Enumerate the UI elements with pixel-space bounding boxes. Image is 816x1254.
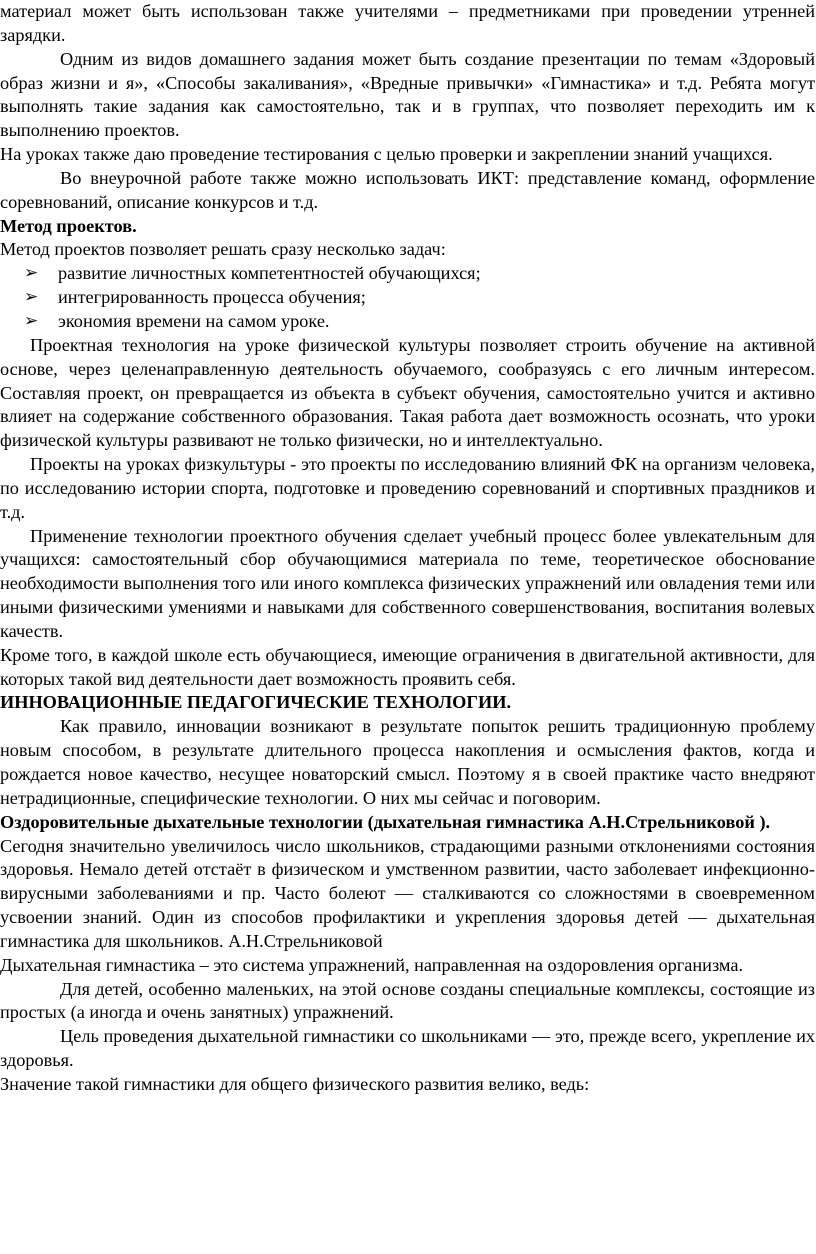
heading-innovative-technologies: ИННОВАЦИОННЫЕ ПЕДАГОГИЧЕСКИЕ ТЕХНОЛОГИИ.: [0, 692, 512, 713]
list-item-text: интегрированность процесса обучения;: [58, 287, 366, 308]
paragraph-gymnastics-goal: Цель проведения дыхательной гимнастики со школьниками — это, прежде всего, укрепление их здоровья.: [0, 1026, 815, 1071]
paragraph-children-complexes: Для детей, особенно маленьких, на этой основе созданы специальные комплексы, состоящие из простых (а иногда и очень занятных) упражнений.: [0, 978, 815, 1023]
arrow-bullet-icon: ➢: [24, 287, 39, 308]
list-item-text: развитие личностных компетентностей обучающихся;: [58, 263, 481, 284]
paragraph-limited-activity: Кроме того, в каждой школе есть обучающиеся, имеющие ограничения в двигательной активности, для которых такой вид деятельности дает возможность проявить себя.: [0, 644, 815, 689]
paragraph-student-health: Сегодня значительно увеличилось число школьников, страдающими разными отклонениями состояния здоровья. Немало детей отстаёт в физическом и умственном развитии, часто заболевает инфекционно-вирусными заболеваниями и пр. Часто болеют — сталкиваются со сложностями в своевременном усвоении знаний. Один из способов профилактики и укрепления здоровья детей — дыхательная гимнастика для школьников. А.Н.Стрельниковой: [0, 835, 815, 951]
paragraph-project-technology: Проектная технология на уроке физической культуры позволяет строить обучение на активной основе, через целенаправленную деятельность обучаемого, сообразуясь с его личным интересом. Составляя проект, он превращается из объекта в субъект обучения, самостоятельно учится и активно влияет на содержание собственного образования. Такая работа дает возможность осознать, что уроки физической культуры развивают не только физически, но и интеллектуально.: [0, 334, 815, 451]
list-item: [0, 262, 815, 286]
arrow-bullet-icon: ➢: [24, 310, 39, 331]
heading-breathing-technologies: Оздоровительные дыхательные технологии (дыхательная гимнастика А.Н.Стрельниковой ).: [0, 811, 771, 832]
heading-project-method: Метод проектов.: [0, 215, 137, 236]
task-list: [0, 262, 815, 334]
list-item: [0, 310, 815, 334]
paragraph-innovations: Как правило, инновации возникают в результате попыток решить традиционную проблему новым способом, в результате длительного процесса накопления и осмысления фактов, когда и рождается новое качество, несущее новаторский смысл. Поэтому я в своей практике часто внедряют нетрадиционные, специфические технологии. О них мы сейчас и поговорим.: [0, 716, 815, 808]
paragraph-breathing-definition: Дыхательная гимнастика – это система упражнений, направленная на оздоровления организма.: [0, 954, 744, 975]
list-item-text: экономия времени на самом уроке.: [58, 310, 330, 331]
paragraph-gymnastics-significance: Значение такой гимнастики для общего физического развития велико, ведь:: [0, 1073, 590, 1094]
arrow-bullet-icon: ➢: [24, 263, 39, 284]
paragraph-project-learning: Применение технологии проектного обучения сделает учебный процесс более увлекательным для учащихся: самостоятельный сбор обучающимися материала по теме, теоретическое обоснование необходимости выполнения того или иного комплекса физических упражнений или овладения теми или иными физическими умениями и навыками для собственного совершенствования, воспитания волевых качеств.: [0, 525, 815, 641]
paragraph-homework-presentation: Одним из видов домашнего задания может быть создание презентации по темам «Здоровый образ жизни и я», «Способы закаливания», «Вредные привычки» «Гимнастика» и т.д. Ребята могут выполнять такие задания как самостоятельно, так и в группах, что позволяет переходить им к выполнению проектов.: [0, 48, 815, 141]
paragraph-project-method-intro: Метод проектов позволяет решать сразу несколько задач:: [0, 239, 446, 260]
paragraph-extracurricular-ict: Во внеурочной работе также можно использовать ИКТ: представление команд, оформление соревнований, описание конкурсов и т.д.: [0, 167, 815, 212]
paragraph-pe-projects: Проекты на уроках физкультуры - это проекты по исследованию влияний ФК на организм человека, по исследованию истории спорта, подготовке и проведению соревнований и спортивных праздников и т.д.: [0, 454, 815, 522]
paragraph-testing: На уроках также даю проведение тестирования с целью проверки и закреплении знаний учащихся.: [0, 144, 773, 165]
list-item: [0, 286, 815, 310]
paragraph-morning-exercise: материал может быть использован также учителями – предметниками при проведении утренней зарядки.: [0, 1, 815, 45]
